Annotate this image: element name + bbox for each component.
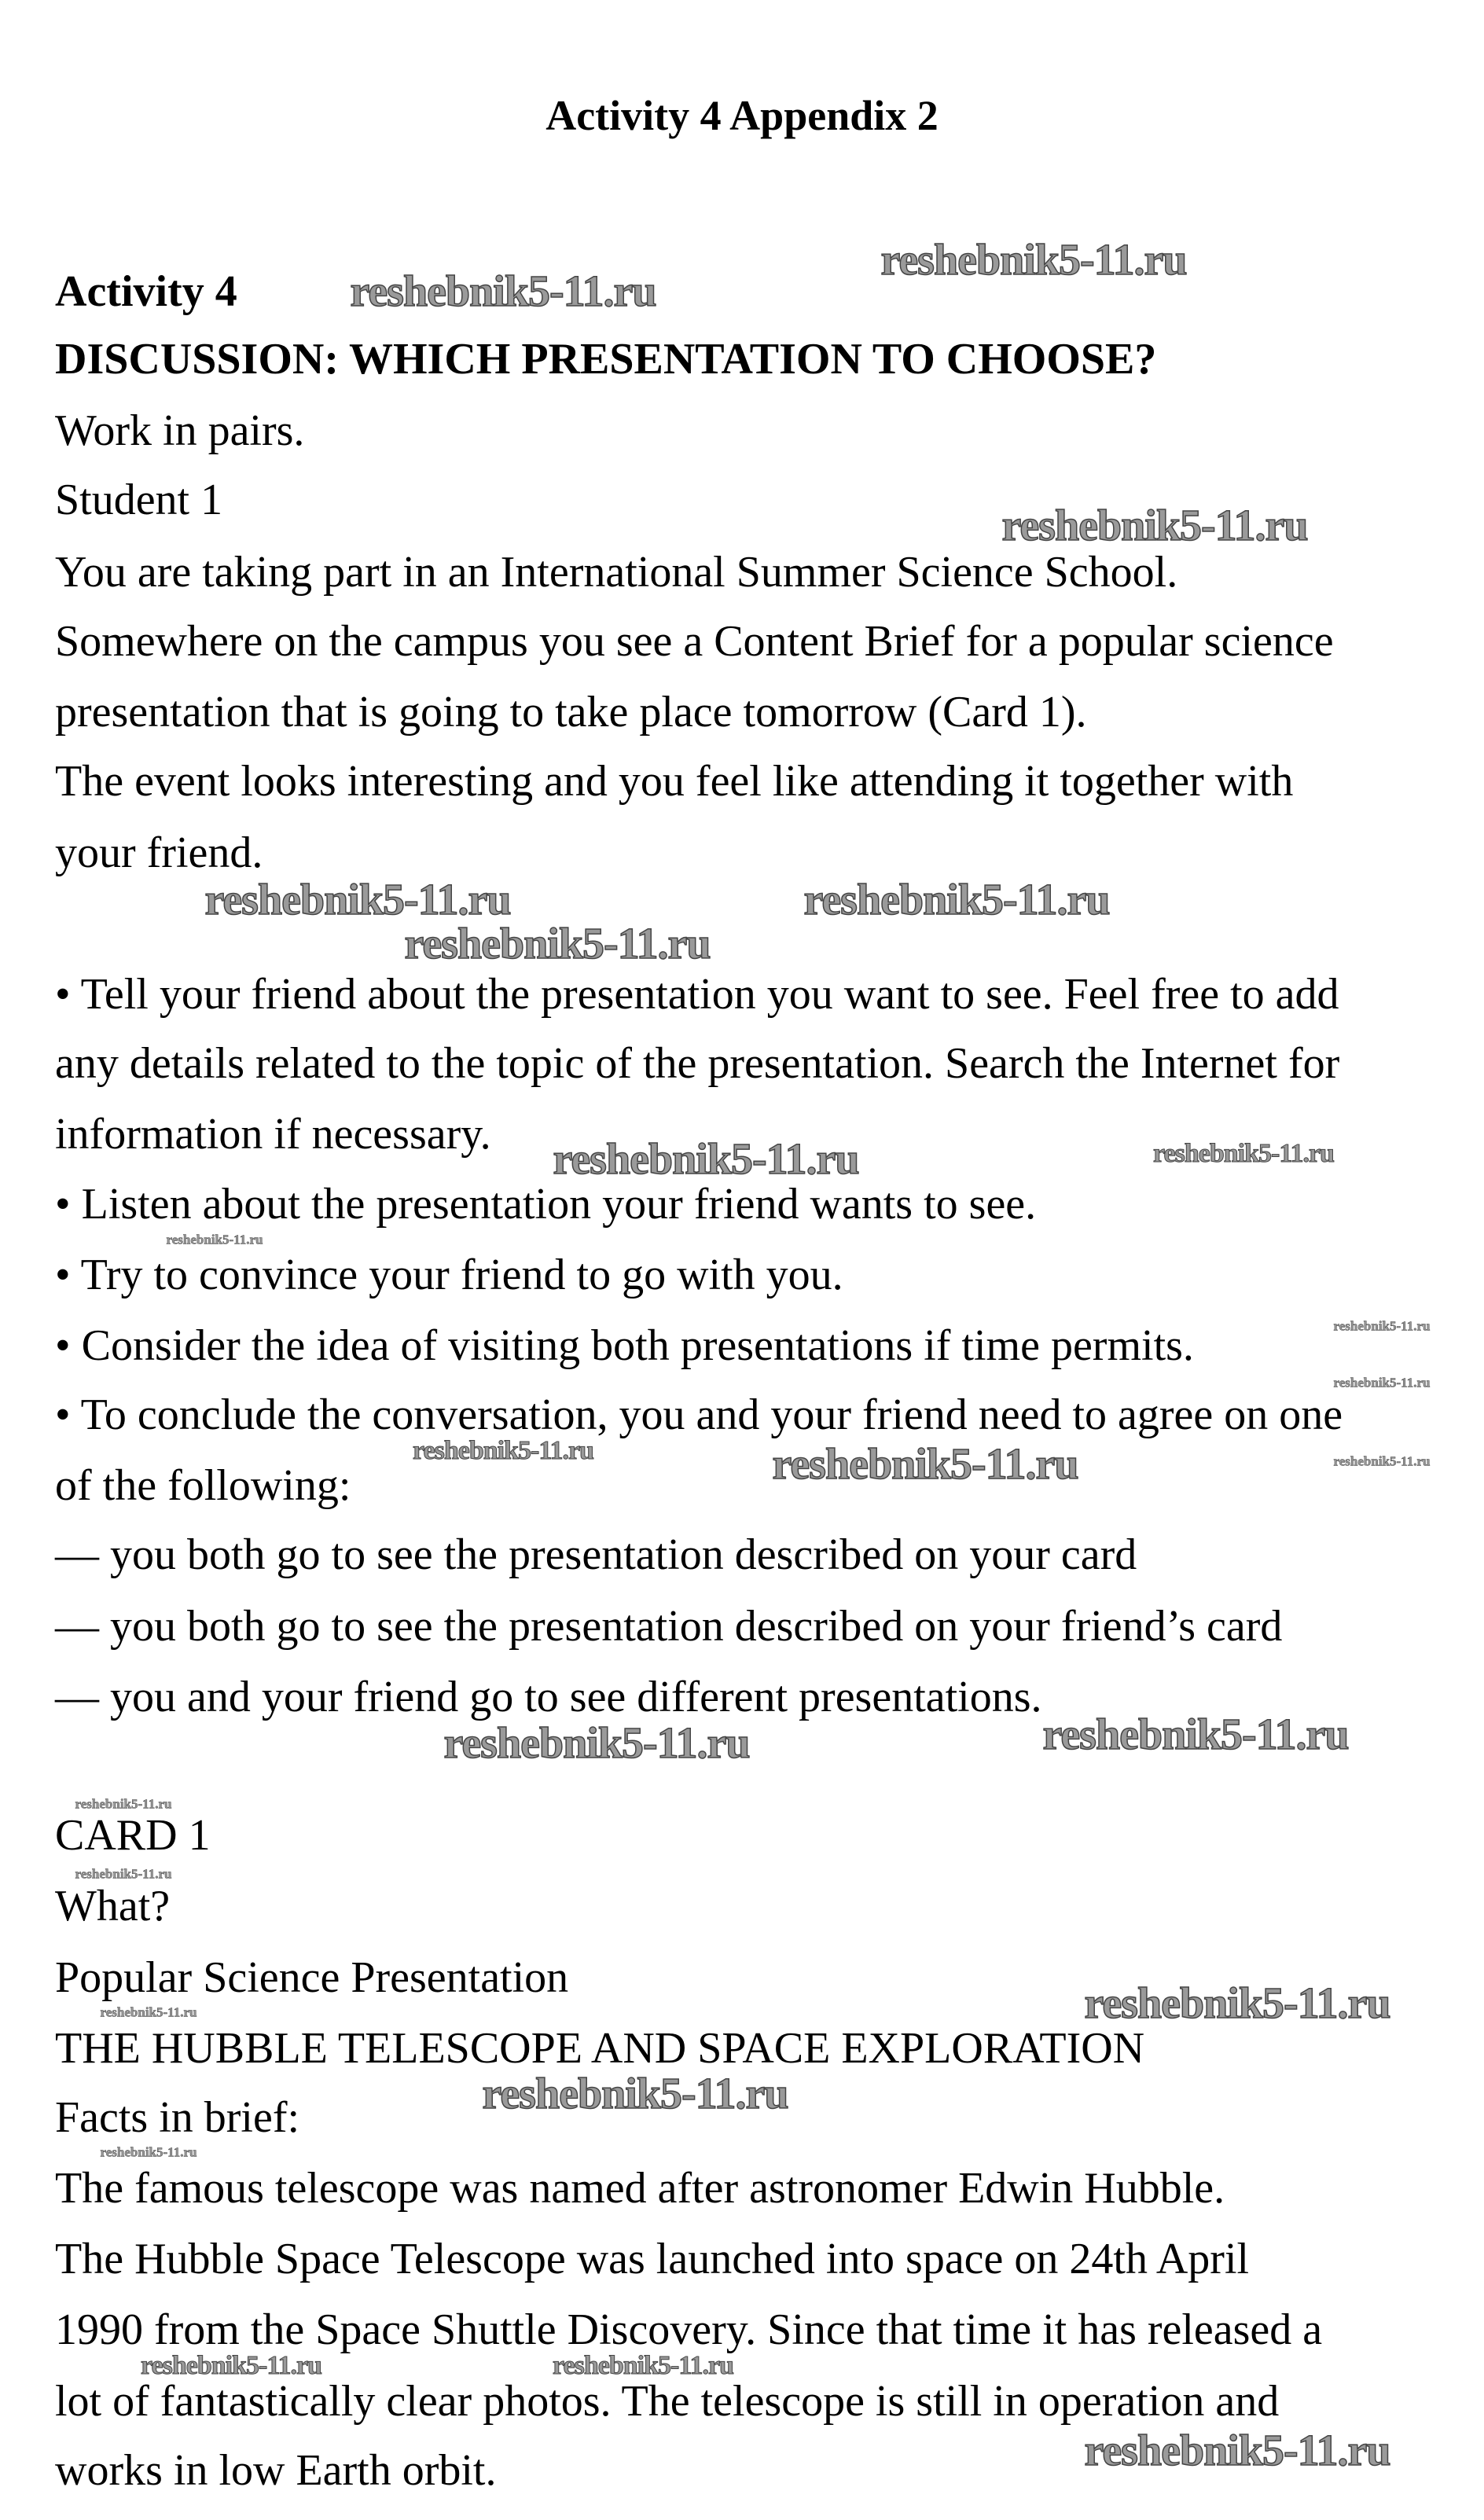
task-line: of the following: [55,1461,351,1510]
option-line: — you both go to see the presentation described on your friend’s card [55,1602,1283,1651]
task-line: • Listen about the presentation your friend wants to see. [55,1180,1037,1229]
intro-line: presentation that is going to take place tomorrow (Card 1). [55,688,1087,737]
card-line: The famous telescope was named after astronomer Edwin Hubble. [55,2164,1225,2213]
watermark: reshebnik5-11.ru [1084,1979,1390,2028]
card-line: THE HUBBLE TELESCOPE AND SPACE EXPLORATION [55,2024,1145,2073]
option-line: — you both go to see the presentation described on your card [55,1530,1137,1579]
card-line: Facts in brief: [55,2093,300,2142]
watermark: reshebnik5-11.ru [141,2351,321,2380]
watermark: reshebnik5-11.ru [803,876,1110,924]
watermark: reshebnik5-11.ru [100,2144,197,2160]
task-line: information if necessary. [55,1110,491,1159]
watermark: reshebnik5-11.ru [75,1796,172,1812]
watermark: reshebnik5-11.ru [1042,1710,1349,1759]
task-line: • Tell your friend about the presentation you want to see. Feel free to add [55,970,1339,1019]
section-heading: DISCUSSION: WHICH PRESENTATION TO CHOOSE? [55,335,1157,384]
watermark: reshebnik5-11.ru [350,267,656,316]
watermark: reshebnik5-11.ru [772,1440,1078,1489]
watermark: reshebnik5-11.ru [100,2004,197,2020]
card-line: The Hubble Space Telescope was launched into space on 24th April [55,2235,1250,2283]
card-line: works in low Earth orbit. [55,2446,497,2495]
task-line: • Consider the idea of visiting both presentations if time permits. [55,1321,1194,1370]
intro-line: Student 1 [55,476,223,524]
intro-line: The event looks interesting and you feel like attending it together with [55,757,1294,806]
watermark: reshebnik5-11.ru [1333,1453,1431,1469]
intro-line: Somewhere on the campus you see a Content Brief for a popular science [55,617,1334,666]
watermark: reshebnik5-11.ru [880,236,1187,285]
card-line: What? [55,1882,171,1930]
watermark: reshebnik5-11.ru [553,1135,859,1184]
document-title: Activity 4 Appendix 2 [545,92,939,139]
task-line: any details related to the topic of the presentation. Search the Internet for [55,1039,1340,1088]
intro-line: Work in pairs. [55,406,305,455]
watermark: reshebnik5-11.ru [204,876,511,924]
watermark: reshebnik5-11.ru [413,1436,593,1465]
task-line: • To conclude the conversation, you and your friend need to agree on one [55,1390,1343,1439]
watermark: reshebnik5-11.ru [1084,2426,1390,2475]
watermark: reshebnik5-11.ru [75,1866,172,1882]
watermark: reshebnik5-11.ru [482,2070,788,2118]
watermark: reshebnik5-11.ru [166,1232,263,1247]
watermark: reshebnik5-11.ru [404,920,711,968]
watermark: reshebnik5-11.ru [443,1719,750,1768]
watermark: reshebnik5-11.ru [1001,501,1308,550]
activity-label: Activity 4 [55,267,237,316]
option-line: — you and your friend go to see different presentations. [55,1673,1042,1721]
card-line: Popular Science Presentation [55,1953,569,2002]
card-line: 1990 from the Space Shuttle Discovery. Since that time it has released a [55,2305,1323,2354]
watermark: reshebnik5-11.ru [553,2351,733,2380]
card-line: lot of fantastically clear photos. The telescope is still in operation and [55,2377,1280,2426]
watermark: reshebnik5-11.ru [1153,1139,1334,1168]
card-title: CARD 1 [55,1811,211,1860]
intro-line: You are taking part in an International Summer Science School. [55,548,1178,597]
task-line: • Try to convince your friend to go with you. [55,1251,843,1299]
intro-line: your friend. [55,828,263,877]
watermark: reshebnik5-11.ru [1333,1318,1431,1334]
watermark: reshebnik5-11.ru [1333,1375,1431,1390]
